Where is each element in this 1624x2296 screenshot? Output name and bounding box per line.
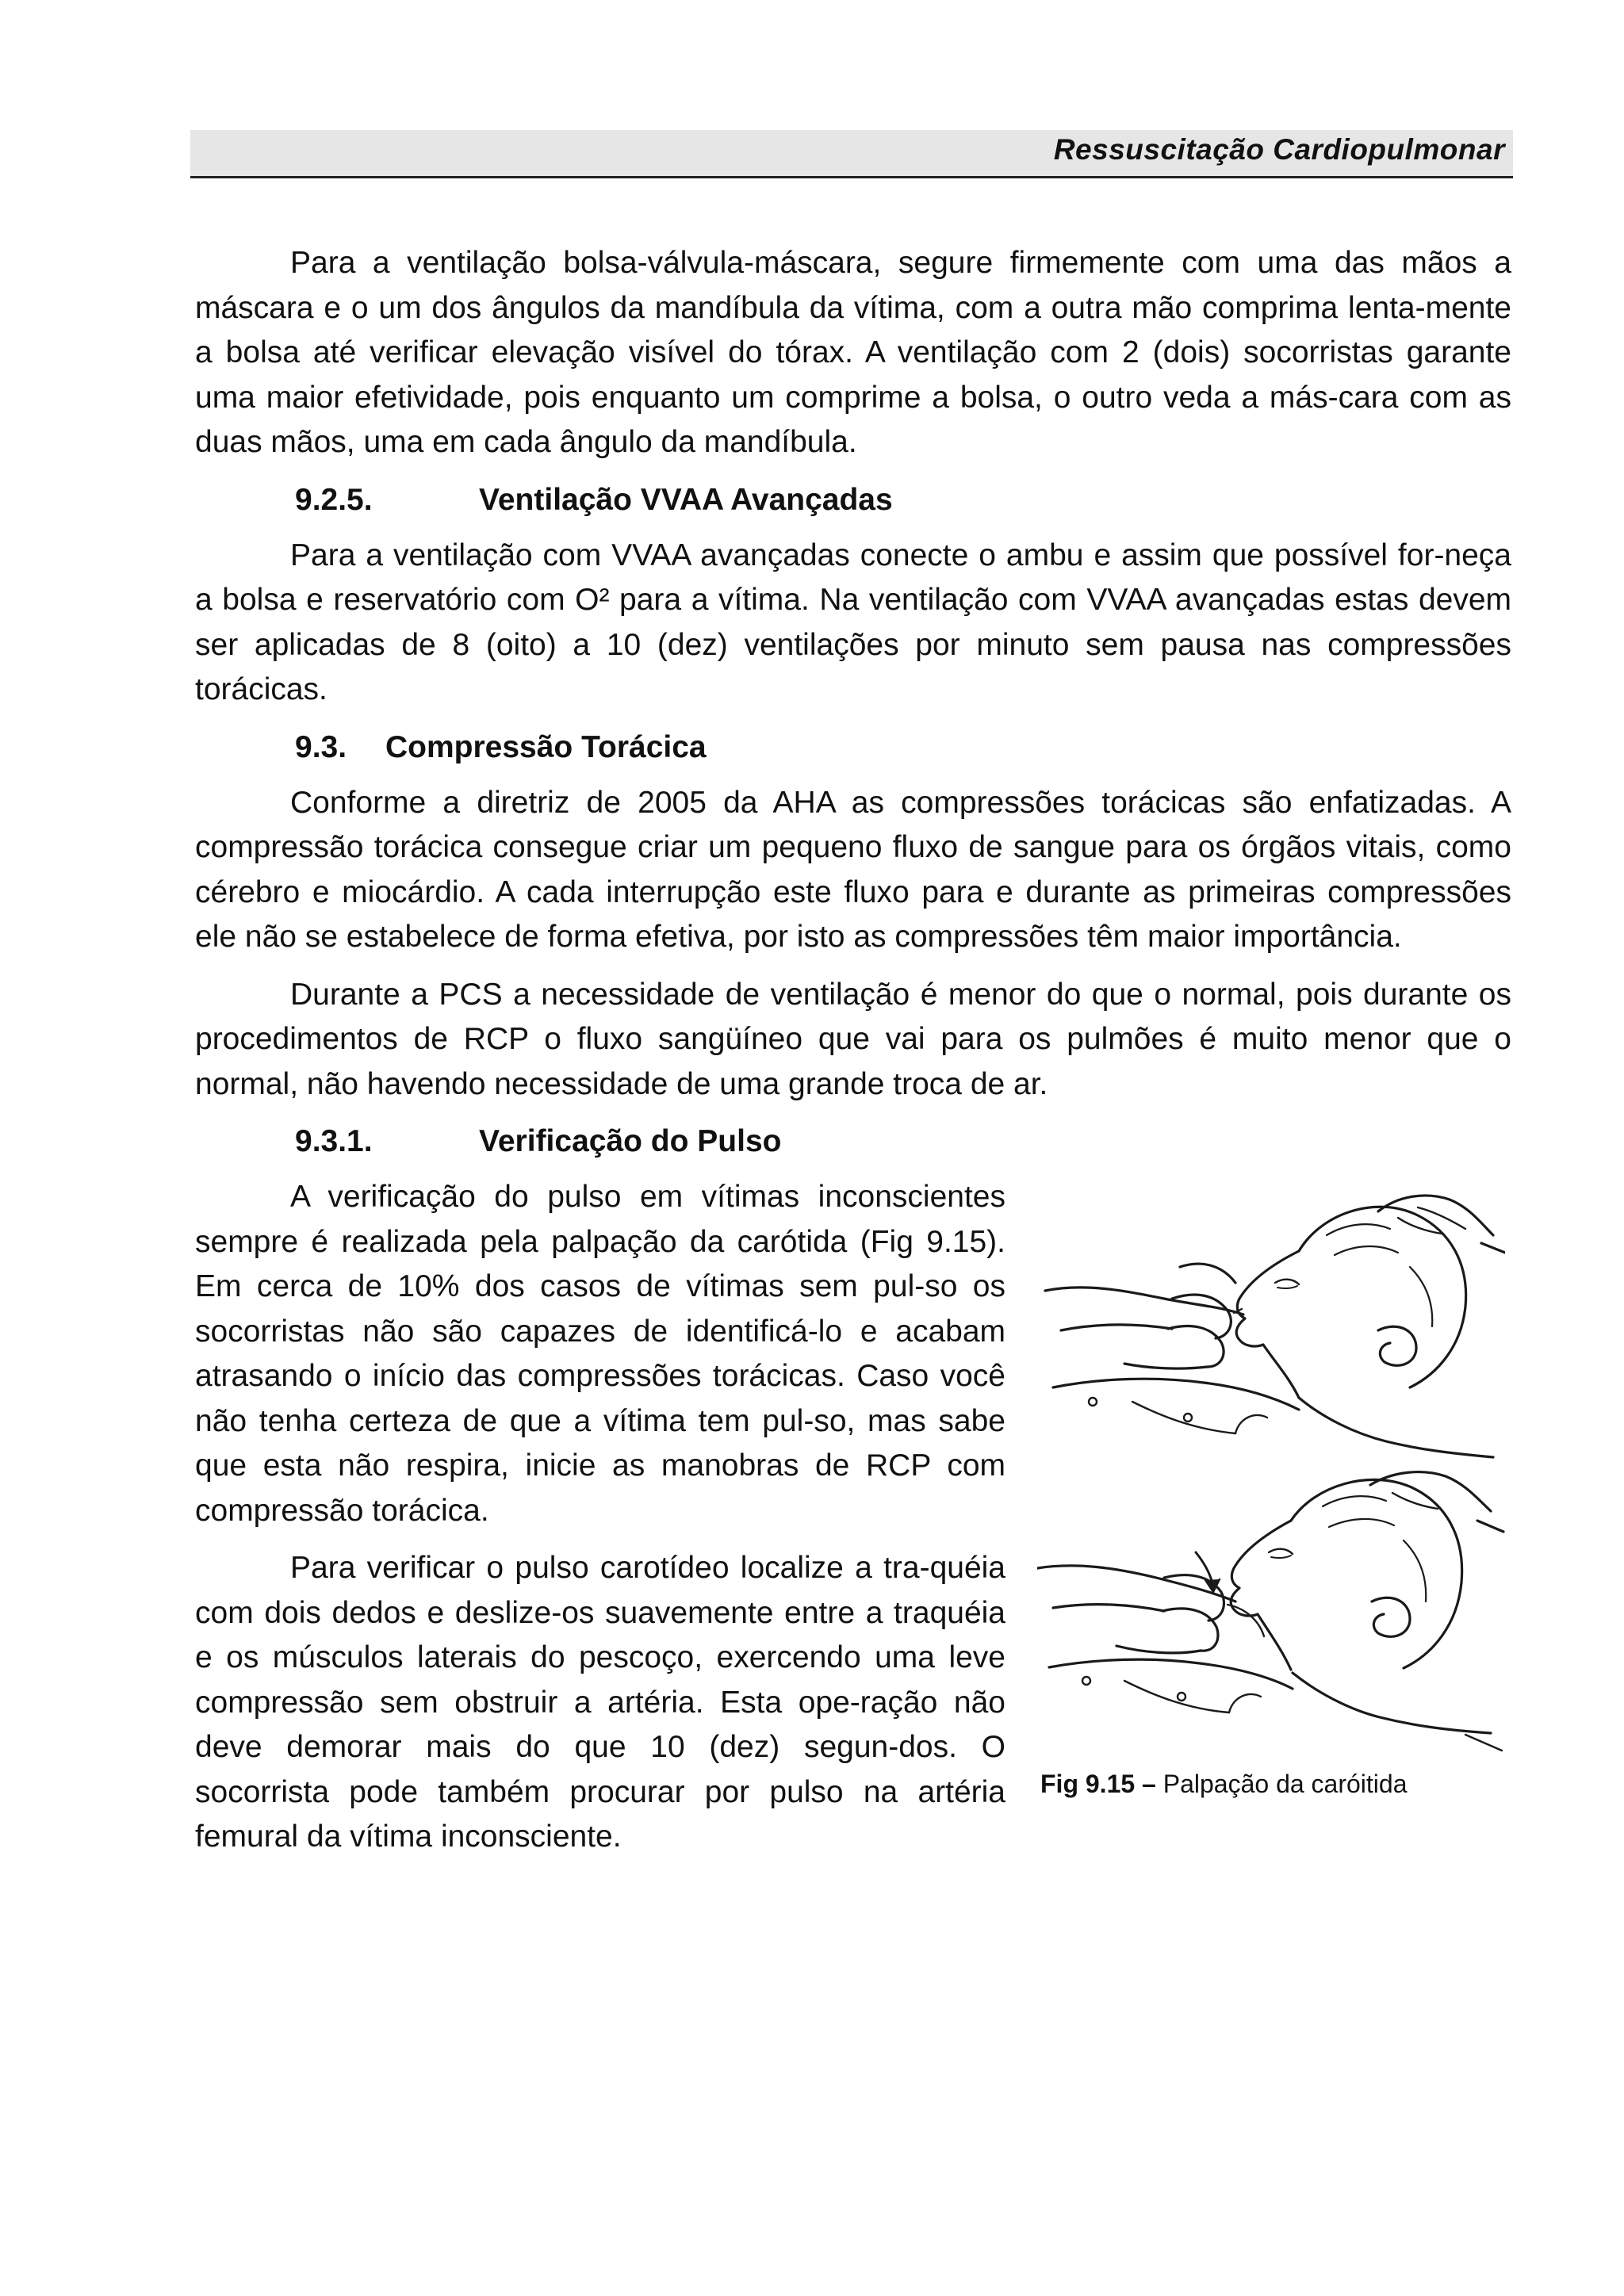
paragraph-pulse-check: A verificação do pulso em vítimas inconscientes sempre é realizada pela palpação da carótida (Fig 9.15). Em cerca de 10% dos casos de vítimas sem pul-so os socorristas não são capazes de identificá-lo e acabam atrasando o início das compressões torácicas. Caso você não tenha certeza de que a vítima tem pul-so, mas sabe que esta não respira, inicie as manobras de RCP com compressão torácica. [195,1180,1005,1528]
pulse-text-column [195,1175,1005,1873]
running-header-title: Ressuscitação Cardiopulmonar [1053,133,1505,166]
figure-caption-dash: – [1142,1770,1156,1798]
paragraph-pcs-ventilation: Durante a PCS a necessidade de ventilação é menor do que o normal, pois durante os procedimentos de RCP o fluxo sangüíneo que vai para os pulmões é muito menor que o normal, não havendo necessidade de uma grande troca de ar. [195,977,1511,1101]
section-title: Verificação do Pulso [479,1124,782,1158]
figure-label: Fig 9.15 [1040,1770,1136,1798]
paragraph-carotid-method: Para verificar o pulso carotídeo localize a tra-quéia com dois dedos e deslize-os suavemente entre a traquéia e os músculos laterais do pescoço, exercendo uma leve compressão sem obstruir a artéria. Esta ope-ração não deve demorar mais do que 10 (dez) segun-dos. O socorrista pode também procurar por pulso na artéria femural da vítima inconsciente. [195,1551,1005,1854]
carotid-pulse-palpation-illustration [1037,1180,1505,1766]
section-title: Compressão Torácica [385,729,707,764]
paragraph-aha-guideline: Conforme a diretriz de 2005 da AHA as compressões torácicas são enfatizadas. A compressão torácica consegue criar um pequeno fluxo de sangue para os órgãos vitais, como cérebro e miocárdio. A cada interrupção este fluxo para e durante as primeiras compressões ele não se estabelece de forma efetiva, por isto as compressões têm maior importância. [195,785,1511,954]
paragraph-advanced-airway: Para a ventilação com VVAA avançadas conecte o ambu e assim que possível for-neça a bolsa e reservatório com O² para a vítima. Na ventilação com VVAA avançadas estas devem ser aplicadas de 8 (oito) a 10 (dez) ventilações por minuto sem pausa nas compressões torácicas. [195,538,1511,706]
section-number: 9.3. [295,729,347,764]
section-heading-9-3 [195,725,1511,770]
pulse-section-layout [195,1175,1511,1873]
running-header [190,130,1513,178]
section-number: 9.3.1. [295,1124,373,1158]
section-title: Ventilação VVAA Avançadas [479,482,893,517]
page-content [195,241,1511,1873]
section-number: 9.2.5. [295,482,373,517]
paragraph-bag-valve-mask: Para a ventilação bolsa-válvula-máscara, segure firmemente com uma das mãos a máscara e o um dos ângulos da mandíbula da vítima, com a outra mão comprima lenta-mente a bolsa até verificar elevação visível do tórax. A ventilação com 2 (dois) socorristas garante uma maior efetividade, pois enquanto um comprime a bolsa, o outro veda a más-cara com as duas mãos, uma em cada ângulo da mandíbula. [195,246,1511,459]
figure-caption [1037,1768,1511,1800]
section-heading-9-3-1 [195,1119,1511,1164]
figure-9-15 [1037,1175,1511,1800]
upper-panel-drawing [1045,1196,1505,1457]
figure-caption-text: Palpação da caróitida [1162,1770,1408,1798]
lower-panel-drawing [1037,1472,1503,1751]
section-heading-9-2-5 [195,478,1511,522]
